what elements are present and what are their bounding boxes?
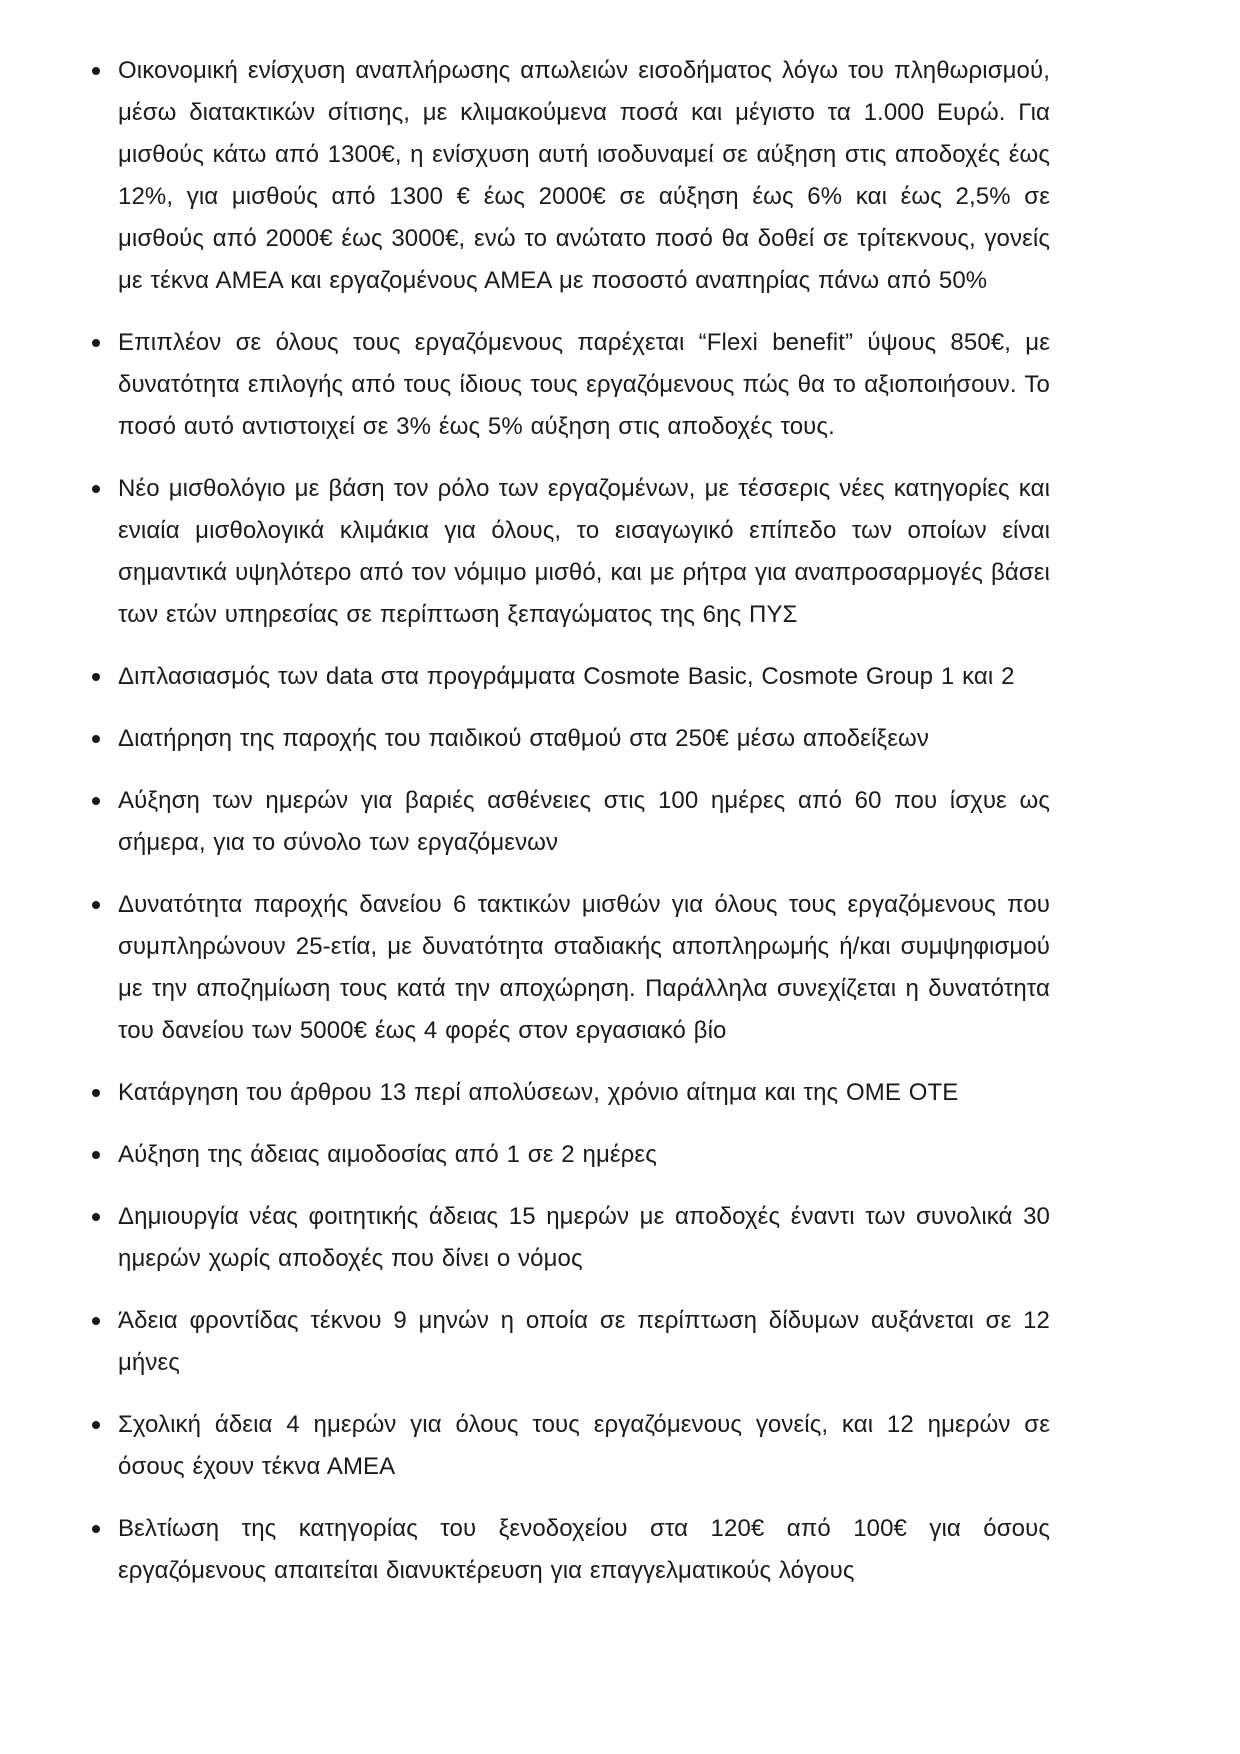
bullet-text: Βελτίωση της κατηγορίας του ξενοδοχείου στα 120€ από 100€ για όσους εργαζόμενους απαιτείται διανυκτέρευση για επαγγελματικούς λόγους xyxy=(118,1515,1050,1584)
bullet-text: Δημιουργία νέας φοιτητικής άδειας 15 ημερών με αποδοχές έναντι των συνολικά 30 ημερών χωρίς αποδοχές που δίνει ο νόμος xyxy=(118,1203,1050,1272)
list-item xyxy=(90,50,1050,302)
bullet-icon xyxy=(92,1213,100,1221)
list-item xyxy=(90,1300,1050,1384)
bullet-icon xyxy=(92,485,100,493)
list-item xyxy=(90,1508,1050,1592)
bullet-icon xyxy=(92,1089,100,1097)
list-item xyxy=(90,780,1050,864)
bullet-icon xyxy=(92,735,100,743)
list-item xyxy=(90,884,1050,1052)
bullet-icon xyxy=(92,1317,100,1325)
list-item xyxy=(90,1196,1050,1280)
bullet-text: Επιπλέον σε όλους τους εργαζόμενους παρέχεται “Flexi benefit” ύψους 850€, με δυνατότητα επιλογής από τους ίδιους τους εργαζόμενους πώς θα το αξιοποιήσουν. Το ποσό αυτό αντιστοιχεί σε 3% έως 5% αύξηση στις αποδοχές τους. xyxy=(118,329,1050,440)
bullet-icon xyxy=(92,1151,100,1159)
list-item xyxy=(90,718,1050,760)
bullet-icon xyxy=(92,67,100,75)
bullet-text: Οικονομική ενίσχυση αναπλήρωσης απωλειών εισοδήματος λόγω του πληθωρισμού, μέσω διατακτικών σίτισης, με κλιμακούμενα ποσά και μέγιστο τα 1.000 Ευρώ. Για μισθούς κάτω από 1300€, η ενίσχυση αυτή ισοδυναμεί σε αύξηση στις αποδοχές έως 12%, για μισθούς από 1300 € έως 2000€ σε αύξηση έως 6% και έως 2,5% σε μισθούς από 2000€ έως 3000€, ενώ το ανώτατο ποσό θα δοθεί σε τρίτεκνους, γονείς με τέκνα ΑΜΕΑ και εργαζομένους ΑΜΕΑ με ποσοστό αναπηρίας πάνω από 50% xyxy=(118,57,1050,294)
list-item xyxy=(90,1134,1050,1176)
bullet-text: Νέο μισθολόγιο με βάση τον ρόλο των εργαζομένων, με τέσσερις νέες κατηγορίες και ενιαία μισθολογικά κλιμάκια για όλους, το εισαγωγικό επίπεδο των οποίων είναι σημαντικά υψηλότερο από τον νόμιμο μισθό, και με ρήτρα για αναπροσαρμογές βάσει των ετών υπηρεσίας σε περίπτωση ξεπαγώματος της 6ης ΠΥΣ xyxy=(118,475,1050,628)
list-item xyxy=(90,656,1050,698)
bullet-icon xyxy=(92,1525,100,1533)
list-item xyxy=(90,1072,1050,1114)
bullet-text: Άδεια φροντίδας τέκνου 9 μηνών η οποία σε περίπτωση δίδυμων αυξάνεται σε 12 μήνες xyxy=(118,1307,1050,1376)
bullet-text: Κατάργηση του άρθρου 13 περί απολύσεων, χρόνιο αίτημα και της ΟΜΕ ΟΤΕ xyxy=(118,1079,959,1106)
bullet-icon xyxy=(92,797,100,805)
bullet-icon xyxy=(92,1421,100,1429)
bullet-icon xyxy=(92,901,100,909)
list-item xyxy=(90,322,1050,448)
bullet-icon xyxy=(92,673,100,681)
bullet-text: Σχολική άδεια 4 ημερών για όλους τους εργαζόμενους γονείς, και 12 ημερών σε όσους έχουν τέκνα ΑΜΕΑ xyxy=(118,1411,1050,1480)
bullet-text: Αύξηση της άδειας αιμοδοσίας από 1 σε 2 ημέρες xyxy=(118,1141,657,1168)
bullet-icon xyxy=(92,339,100,347)
list-item xyxy=(90,1404,1050,1488)
bullet-text: Δυνατότητα παροχής δανείου 6 τακτικών μισθών για όλους τους εργαζόμενους που συμπληρώνουν 25-ετία, με δυνατότητα σταδιακής αποπληρωμής ή/και συμψηφισμού με την αποζημίωση τους κατά την αποχώρηση. Παράλληλα συνεχίζεται η δυνατότητα του δανείου των 5000€ έως 4 φορές στον εργασιακό βίο xyxy=(118,891,1050,1044)
bullet-text: Αύξηση των ημερών για βαριές ασθένειες στις 100 ημέρες από 60 που ίσχυε ως σήμερα, για το σύνολο των εργαζόμενων xyxy=(118,787,1050,856)
bullet-text: Διπλασιασμός των data στα προγράμματα Cosmote Basic, Cosmote Group 1 και 2 xyxy=(118,663,1015,690)
bullet-text: Διατήρηση της παροχής του παιδικού σταθμού στα 250€ μέσω αποδείξεων xyxy=(118,725,929,752)
list-item xyxy=(90,468,1050,636)
